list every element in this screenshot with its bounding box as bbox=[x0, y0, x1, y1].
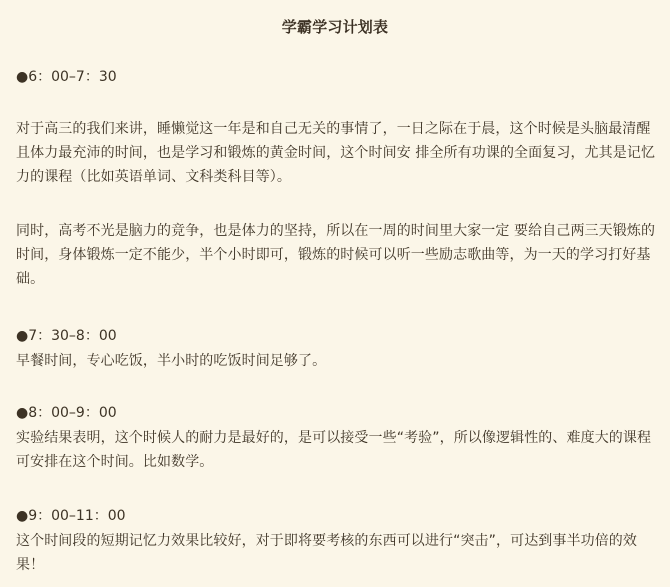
paragraph-short-memory: 这个时间段的短期记忆力效果比较好，对于即将要考核的东西可以进行“突击”，可达到事半功倍的效果！ bbox=[16, 533, 638, 573]
paragraph-morning-review: 对于高三的我们来讲，睡懒觉这一年是和自己无关的事情了，一日之际在于晨，这个时候是头脑最清醒且体力最充沛的时间，也是学习和锻炼的黄金时间，这个时间安 排全所有功课的全面复习，尤其是记忆力的课程（比如英语单词、文科类科目等）。 bbox=[16, 121, 656, 185]
time-slot-730-8: ●7：30–8：00 bbox=[16, 328, 117, 344]
time-slot-8-9: ●8：00–9：00 bbox=[16, 405, 117, 421]
paragraph-breakfast: 早餐时间，专心吃饭，半小时的吃饭时间足够了。 bbox=[16, 353, 327, 369]
page-title: 学霸学习计划表 bbox=[281, 18, 389, 36]
time-slot-9-11: ●9：00–11：00 bbox=[16, 508, 126, 524]
paragraph-hard-subjects: 实验结果表明，这个时候人的耐力是最好的，是可以接受一些“考验”，所以像逻辑性的、难度大的课程可安排在这个时间。比如数学。 bbox=[16, 430, 652, 470]
paragraph-exercise: 同时，高考不光是脑力的竞争，也是体力的坚持，所以在一周的时间里大家一定 要给自己两三天锻炼的时间，身体锻炼一定不能少，半个小时即可，锻炼的时候可以听一些励志歌曲等，为一天的学习打好基础。 bbox=[16, 223, 656, 287]
time-slot-6-730: ●6：00–7：30 bbox=[16, 69, 117, 85]
